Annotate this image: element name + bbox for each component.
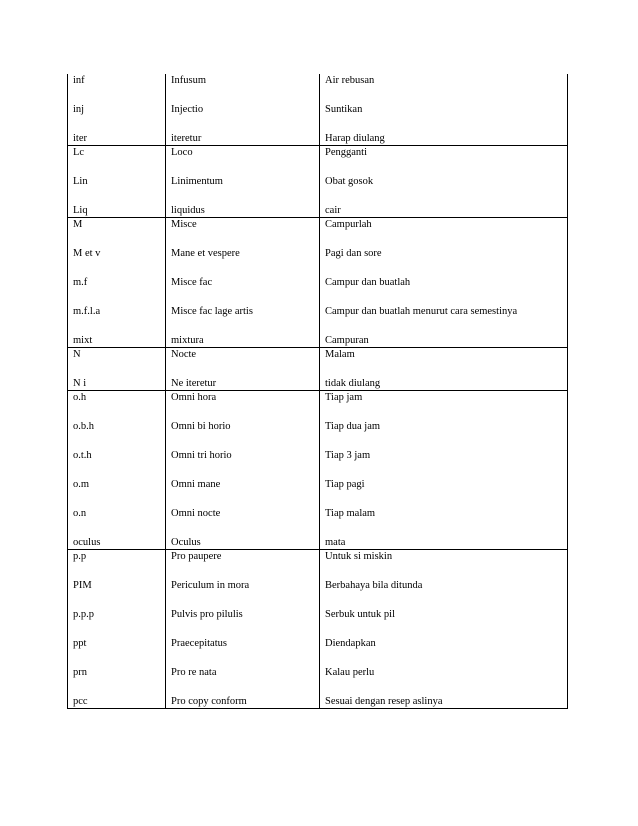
table-cell-text: Pro copy conform [171, 696, 247, 707]
table-cell-text: p.p [73, 551, 87, 562]
table-cell-text: o.m [73, 479, 90, 490]
table-cell-text: Loco [171, 147, 193, 158]
table-cell-text: cair [325, 205, 341, 216]
table-cell-text: Lin [73, 176, 88, 187]
meaning-cell [320, 74, 568, 146]
table-cell-text: Untuk si miskin [325, 551, 393, 562]
meaning-cell [320, 218, 568, 348]
table-cell-text: Infusum [171, 75, 206, 86]
table-cell-text: Omni mane [171, 479, 221, 490]
table-cell-text: prn [73, 667, 87, 678]
meaning-cell [320, 550, 568, 709]
table-cell-text: Air rebusan [325, 75, 375, 86]
abbreviation-table [67, 74, 568, 709]
table-cell-text: mixtura [171, 335, 204, 346]
table-cell-text: N [73, 349, 81, 360]
latin-term-cell [166, 218, 320, 348]
table-cell-text: mixt [73, 335, 93, 346]
table-cell-text: Omni bi horio [171, 421, 231, 432]
table-cell-text: liquidus [171, 205, 205, 216]
table-cell-text: Malam [325, 349, 355, 360]
table-cell-text: Harap diulang [325, 133, 385, 144]
table-cell-text: m.f.l.a [73, 306, 101, 317]
table-cell-text: PIM [73, 580, 92, 591]
latin-term-cell [166, 391, 320, 550]
table-cell-text: Pengganti [325, 147, 367, 158]
table-cell-text: pcc [73, 696, 88, 707]
table-cell-text: Pagi dan sore [325, 248, 382, 259]
table-cell-text: p.p.p [73, 609, 94, 620]
table-cell-text: Kalau perlu [325, 667, 375, 678]
table-cell-text: Misce [171, 219, 197, 230]
meaning-cell [320, 391, 568, 550]
abbreviation-cell [68, 391, 166, 550]
table-cell-text: Serbuk untuk pil [325, 609, 395, 620]
table-cell-text: o.n [73, 508, 87, 519]
table-cell-text: N i [73, 378, 87, 389]
abbreviation-cell [68, 348, 166, 391]
table-cell-text: Oculus [171, 537, 201, 548]
table-cell-text: Suntikan [325, 104, 363, 115]
table-cell-text: Omni hora [171, 392, 217, 403]
table-row-group [68, 74, 568, 146]
table-cell-text: Berbahaya bila ditunda [325, 580, 423, 591]
table-cell-text: Nocte [171, 349, 197, 360]
latin-term-cell [166, 74, 320, 146]
table-cell-text: inf [73, 75, 85, 86]
table-cell-text: Obat gosok [325, 176, 374, 187]
table-cell-text: o.h [73, 392, 87, 403]
table-cell-text: Ne iteretur [171, 378, 217, 389]
table-row-group [68, 146, 568, 218]
table-cell-text: Campuran [325, 335, 369, 346]
table-cell-text: Linimentum [171, 176, 223, 187]
table-cell-text: mata [325, 537, 346, 548]
table-cell-text: tidak diulang [325, 378, 381, 389]
table-cell-text: Misce fac [171, 277, 213, 288]
table-row-group [68, 391, 568, 550]
meaning-cell [320, 146, 568, 218]
table-cell-text: Campur dan buatlah [325, 277, 411, 288]
latin-term-cell [166, 146, 320, 218]
table-cell-text: inj [73, 104, 85, 115]
table-cell-text: Injectio [171, 104, 204, 115]
table-row-group [68, 348, 568, 391]
table-cell-text: Tiap pagi [325, 479, 365, 490]
table-cell-text: Praecepitatus [171, 638, 227, 649]
table-row-group [68, 218, 568, 348]
table-cell-text: M [73, 219, 83, 230]
table-cell-text: Pulvis pro pilulis [171, 609, 243, 620]
table-cell-text: o.b.h [73, 421, 94, 432]
table-cell-text: Omni tri horio [171, 450, 232, 461]
abbreviation-cell [68, 218, 166, 348]
table-cell-text: Pro paupere [171, 551, 222, 562]
table-cell-text: Sesuai dengan resep aslinya [325, 696, 443, 707]
table-cell-text: oculus [73, 537, 101, 548]
meaning-cell [320, 348, 568, 391]
table-cell-text: Tiap 3 jam [325, 450, 371, 461]
abbreviation-table-body [68, 74, 568, 709]
table-cell-text: Pro re nata [171, 667, 217, 678]
table-cell-text: o.t.h [73, 450, 92, 461]
table-cell-text: Tiap malam [325, 508, 376, 519]
table-cell-text: Misce fac lage artis [171, 306, 253, 317]
table-cell-text: Campur dan buatlah menurut cara semestinya [325, 306, 518, 317]
table-cell-text: Omni nocte [171, 508, 221, 519]
abbreviation-cell [68, 146, 166, 218]
table-cell-text: Periculum in mora [171, 580, 250, 591]
table-cell-text: Tiap jam [325, 392, 363, 403]
table-cell-text: Lc [73, 147, 85, 158]
table-cell-text: Tiap dua jam [325, 421, 381, 432]
abbreviation-cell [68, 74, 166, 146]
table-cell-text: Liq [73, 205, 88, 216]
table-cell-text: Mane et vespere [171, 248, 240, 259]
table-cell-text: Campurlah [325, 219, 372, 230]
latin-term-cell [166, 348, 320, 391]
table-cell-text: iteretur [171, 133, 202, 144]
table-cell-text: M et v [73, 248, 101, 259]
table-cell-text: ppt [73, 638, 87, 649]
table-row-group [68, 550, 568, 709]
table-cell-text: m.f [73, 277, 88, 288]
abbreviation-cell [68, 550, 166, 709]
table-cell-text: Diendapkan [325, 638, 376, 649]
latin-term-cell [166, 550, 320, 709]
table-cell-text: iter [73, 133, 87, 144]
